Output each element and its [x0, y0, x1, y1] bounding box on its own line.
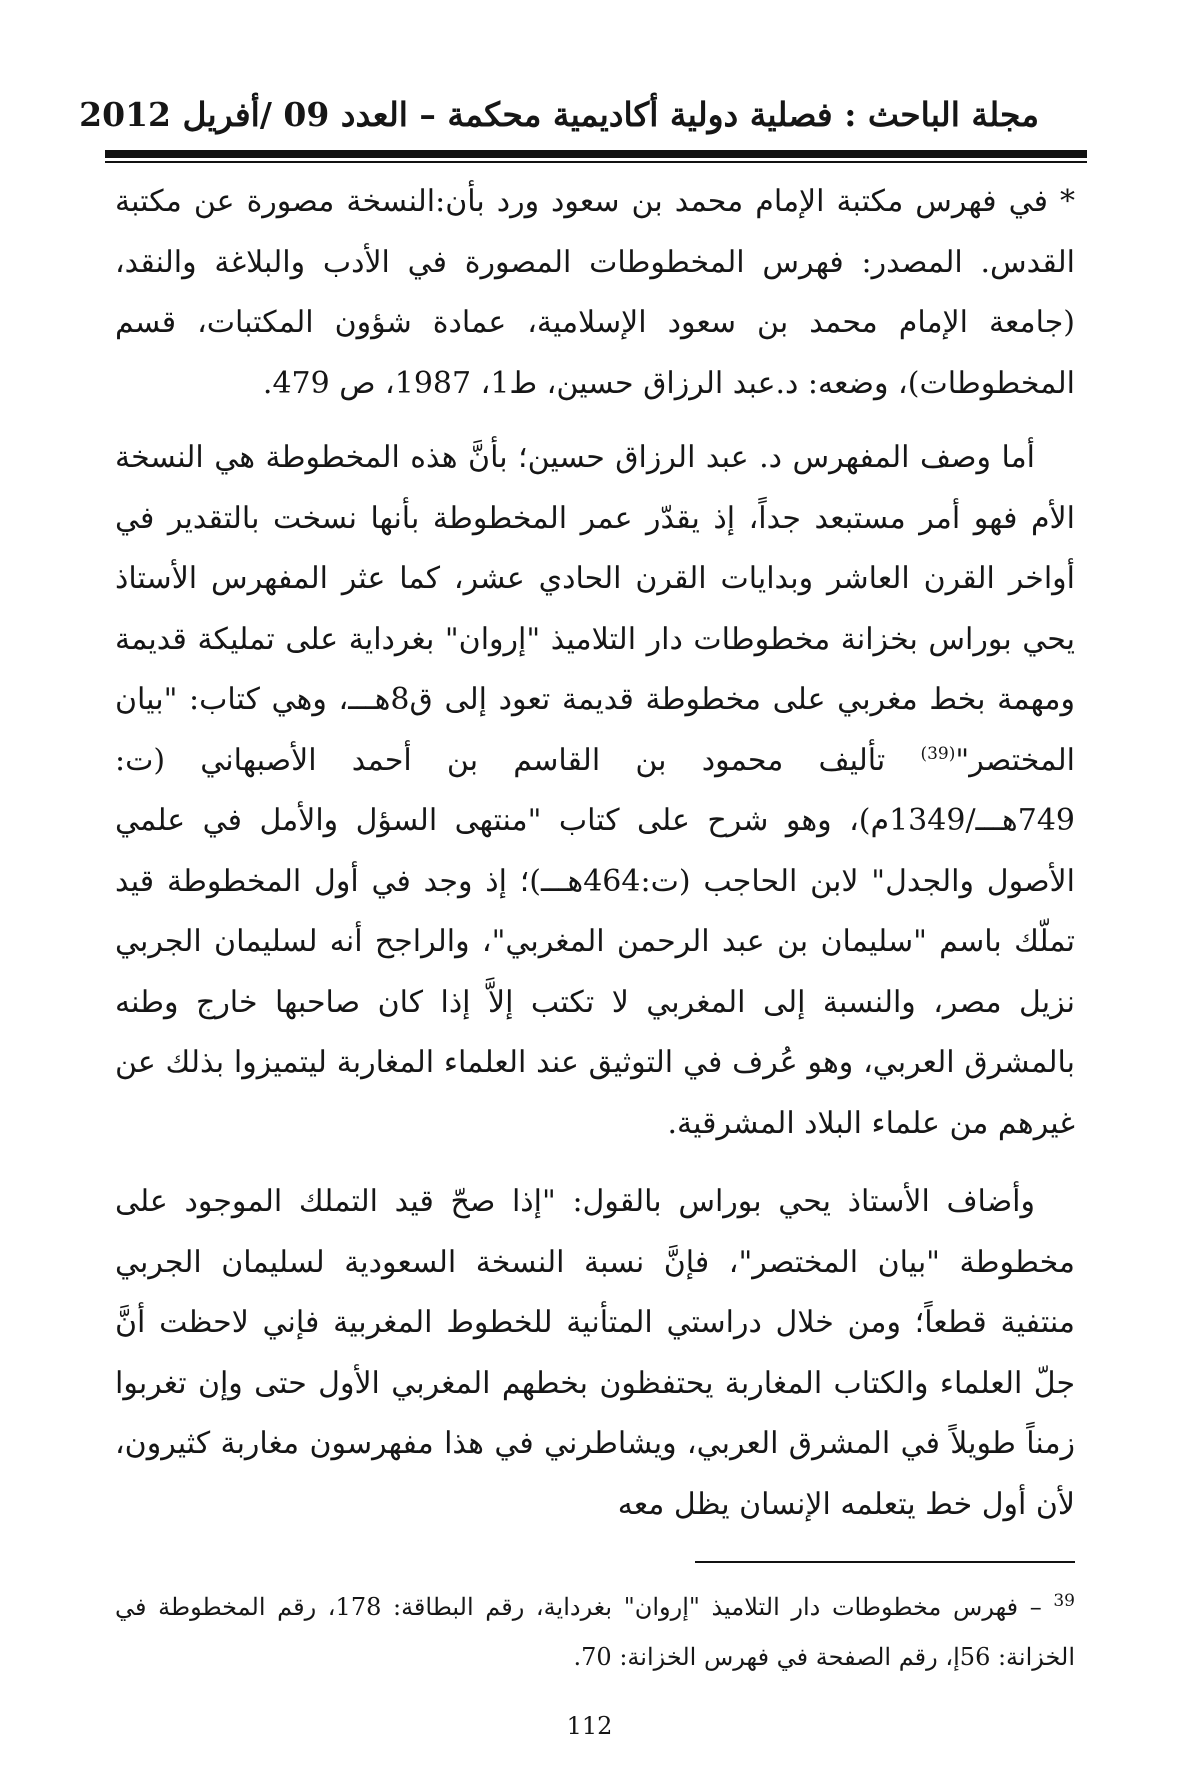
header-rule-thin [105, 161, 1087, 163]
paragraph-1-part-2: تأليف محمود بن القاسم بن أحمد الأصبهاني (ت: 749هـــ/1349م)، وهو شرح على كتاب "منتهى السؤل والأمل في علمي الأصول والجدل" لابن الحاجب (ت:464هـــ)؛ إذ وجد في أول المخطوطة قيد تملّك باسم "سليمان بن عبد الرحمن المغربي"، والراجح أنه لسليمان الجربي نزيل مصر، والنسبة إلى المغربي لا تكتب إلاَّ إذا كان صاحبها خارج وطنه بالمشرق العربي، وهو عُرف في التوثيق عند العلماء المغاربة ليتميزوا بذلك عن غيرهم من علماء البلاد المشرقية. [115, 742, 1075, 1141]
page-number: 112 [566, 1712, 613, 1740]
footnote-separator [695, 1561, 1075, 1563]
header-rule-thick [105, 150, 1087, 158]
footnote-number: 39 [1053, 1591, 1075, 1611]
paragraph-1 [115, 428, 1075, 1154]
footnote [115, 1582, 1075, 1682]
body-text [115, 172, 1075, 1553]
footnote-reference[interactable]: (39) [920, 743, 956, 764]
source-note-paragraph: * في فهرس مكتبة الإمام محمد بن سعود ورد بأن:النسخة مصورة عن مكتبة القدس. المصدر: فهرس المخطوطات المصورة في الأدب والبلاغة والنقد، (جامعة الإمام محمد بن سعود الإسلامية، عمادة شؤون المكتبات، قسم المخطوطات)، وضعه: د.عبد الرزاق حسين، ط1، 1987، ص 479. [115, 184, 1075, 401]
paragraph-1-part-1: أما وصف المفهرس د. عبد الرزاق حسين؛ بأنَّ هذه المخطوطة هي النسخة الأم فهو أمر مستبعد جداً، إذ يقدّر عمر المخطوطة بأنها نسخت بالتقدير في أواخر القرن العاشر وبدايات القرن الحادي عشر، كما عثر المفهرس الأستاذ يحي بوراس بخزانة مخطوطات دار التلاميذ "إروان" بغرداية على تمليكة قديمة ومهمة بخط مغربي على مخطوطة قديمة تعود إلى ق8هـــ، وهي كتاب: "بيان المختصر" [115, 440, 1075, 778]
paragraph-2: وأضاف الأستاذ يحي بوراس بالقول: "إذا صحّ قيد التملك الموجود على مخطوطة "بيان المختصر"، فإنَّ نسبة النسخة السعودية لسليمان الجربي منتفية قطعاً؛ ومن خلال دراستي المتأنية للخطوط المغربية فإني لاحظت أنَّ جلّ العلماء والكتاب المغاربة يحتفظون بخطهم المغربي الأول حتى وإن تغربوا زمناً طويلاً في المشرق العربي، ويشاطرني في هذا مفهرسون مغاربة كثيرون، لأن أول خط يتعلمه الإنسان يظل معه [115, 1184, 1075, 1522]
running-header: مجلة الباحث : فصلية دولية أكاديمية محكمة – العدد 09 /أفريل 2012 [79, 95, 1039, 134]
footnote-text: – فهرس مخطوطات دار التلاميذ "إروان" بغرداية، رقم البطاقة: 178، رقم المخطوطة في الخزانة: 56إ، رقم الصفحة في فهرس الخزانة: 70. [115, 1593, 1075, 1671]
